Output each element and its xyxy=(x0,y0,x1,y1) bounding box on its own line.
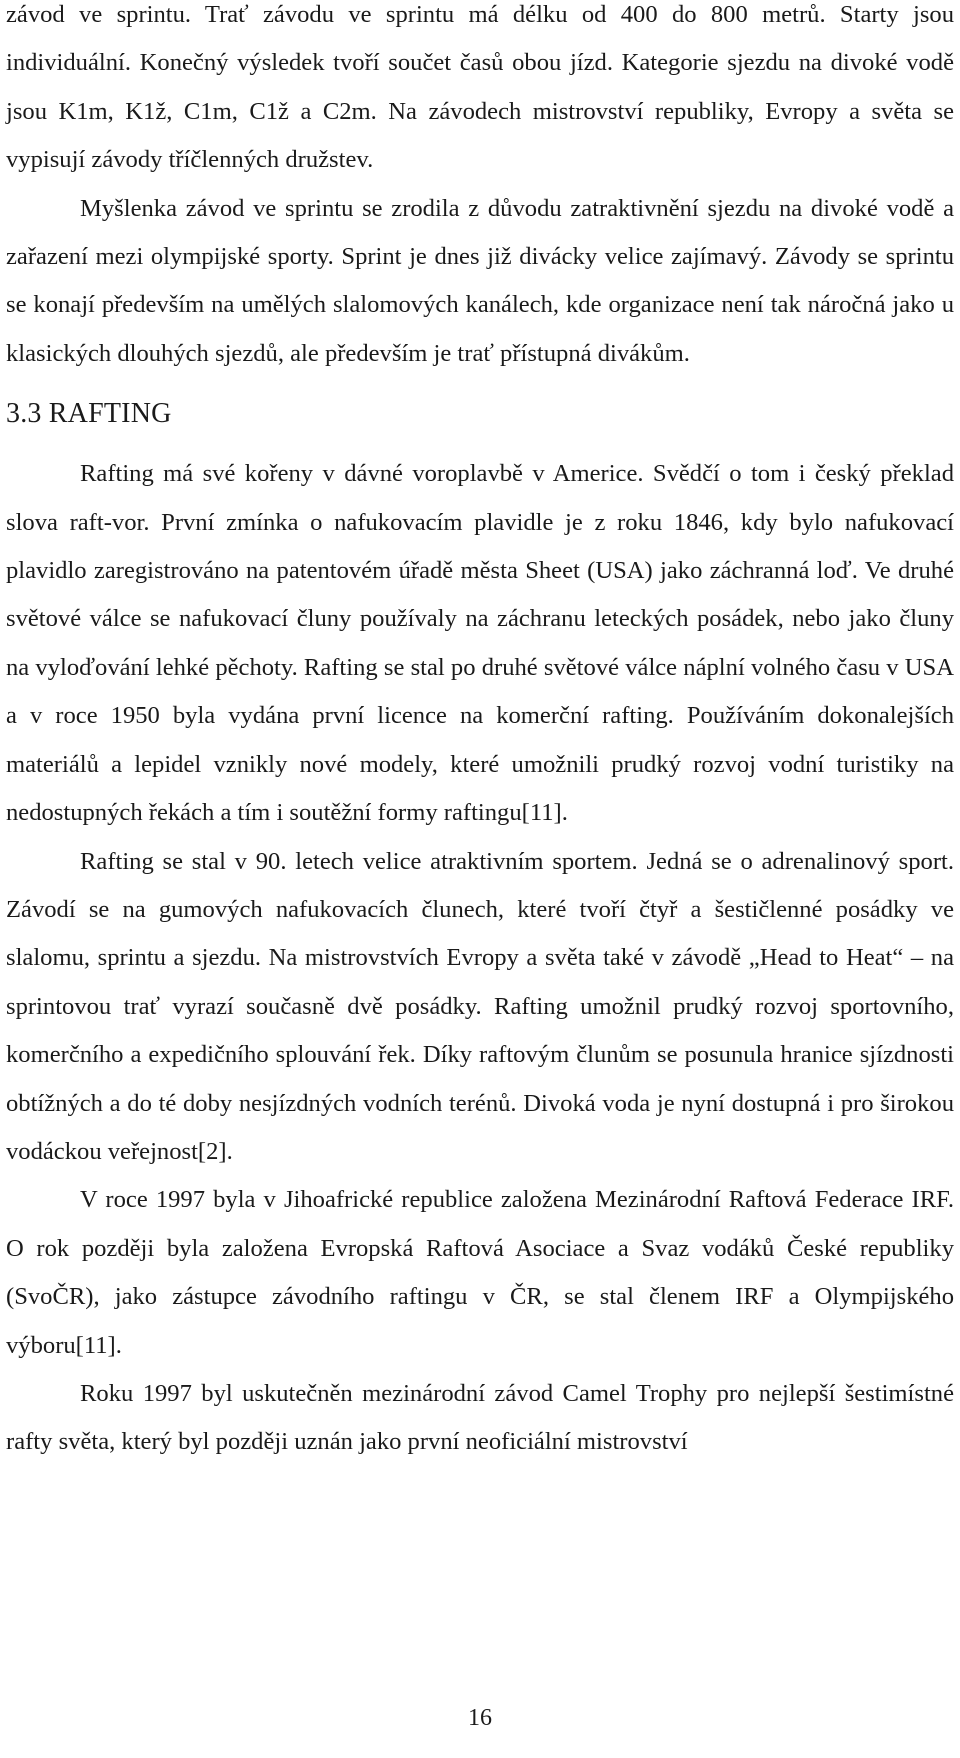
paragraph-sprint-rules: závod ve sprintu. Trať závodu ve sprintu má délku od 400 do 800 metrů. Starty jsou individuální. Konečný výsledek tvoří součet časů obou jízd. Kategorie sjezdu na divoké vodě jsou K1m, K1ž, C1m, C1ž a C2m. Na závodech mistrovství republiky, Evropy a světa se vypisují závody tříčlenných družstev. xyxy=(6,1,954,174)
paragraph-rafting-history: Rafting má své kořeny v dávné voroplavbě v Americe. Svědčí o tom i český překlad slova raft-vor. První zmínka o nafukovacím plavidle je z roku 1846, kdy bylo nafukovací plavidlo zaregistrováno na patentovém úřadě města Sheet (USA) jako záchranná loď. Ve druhé světové válce se nafukovací čluny používaly na záchranu leteckých posádek, nebo jako čluny na vyloďování lehké pěchoty. Rafting se stal po druhé světové válce náplní volného času v USA a v roce 1950 byla vydána první licence na komerční rafting. Používáním dokonalejších materiálů a lepidel vznikly nové modely, které umožnili prudký rozvoj vodní turistiky na nedostupných řekách a tím i soutěžní formy raftingu[11]. xyxy=(6,460,954,827)
paragraph-camel-trophy: Roku 1997 byl uskutečněn mezinárodní závod Camel Trophy pro nejlepší šestimístné rafty světa, který byl později uznán jako první neoficiální mistrovství xyxy=(6,1379,954,1456)
paragraph-rafting-sport: Rafting se stal v 90. letech velice atraktivním sportem. Jedná se o adrenalinový sport. Závodí se na gumových nafukovacích člunech, které tvoří čtyř a šestičlenné posádky ve slalomu, sprintu a sjezdu. Na mistrovstvích Evropy a světa také v závodě „Head to Heat“ – na sprintovou trať vyrazí současně dvě posádky. Rafting umožnil prudký rozvoj sportovního, komerčního a expedičního splouvání řek. Díky raftovým člunům se posunula hranice sjízdnosti obtížných a do té doby nesjízdných vodních terénů. Divoká voda je nyní dostupná i pro širokou vodáckou veřejnost[2]. xyxy=(6,847,954,1165)
section-heading-rafting: 3.3 RAFTING xyxy=(6,398,172,430)
paragraph-sprint-origin: Myšlenka závod ve sprintu se zrodila z důvodu zatraktivnění sjezdu na divoké vodě a zařazení mezi olympijské sporty. Sprint je dnes již divácky velice zajímavý. Závody se sprintu se konají především na umělých slalomových kanálech, kde organizace není tak náročná jako u klasických dlouhých sjezdů, ale především je trať přístupná divákům. xyxy=(6,194,954,367)
page-number: 16 xyxy=(468,1705,492,1731)
paragraph-rafting-federation: V roce 1997 byla v Jihoafrické republice založena Mezinárodní Raftová Federace IRF. O rok později byla založena Evropská Raftová Asociace a Svaz vodáků České republiky (SvoČR), jako zástupce závodního raftingu v ČR, se stal členem IRF a Olympijského výboru[11]. xyxy=(6,1186,954,1359)
document-page xyxy=(6,0,954,1467)
